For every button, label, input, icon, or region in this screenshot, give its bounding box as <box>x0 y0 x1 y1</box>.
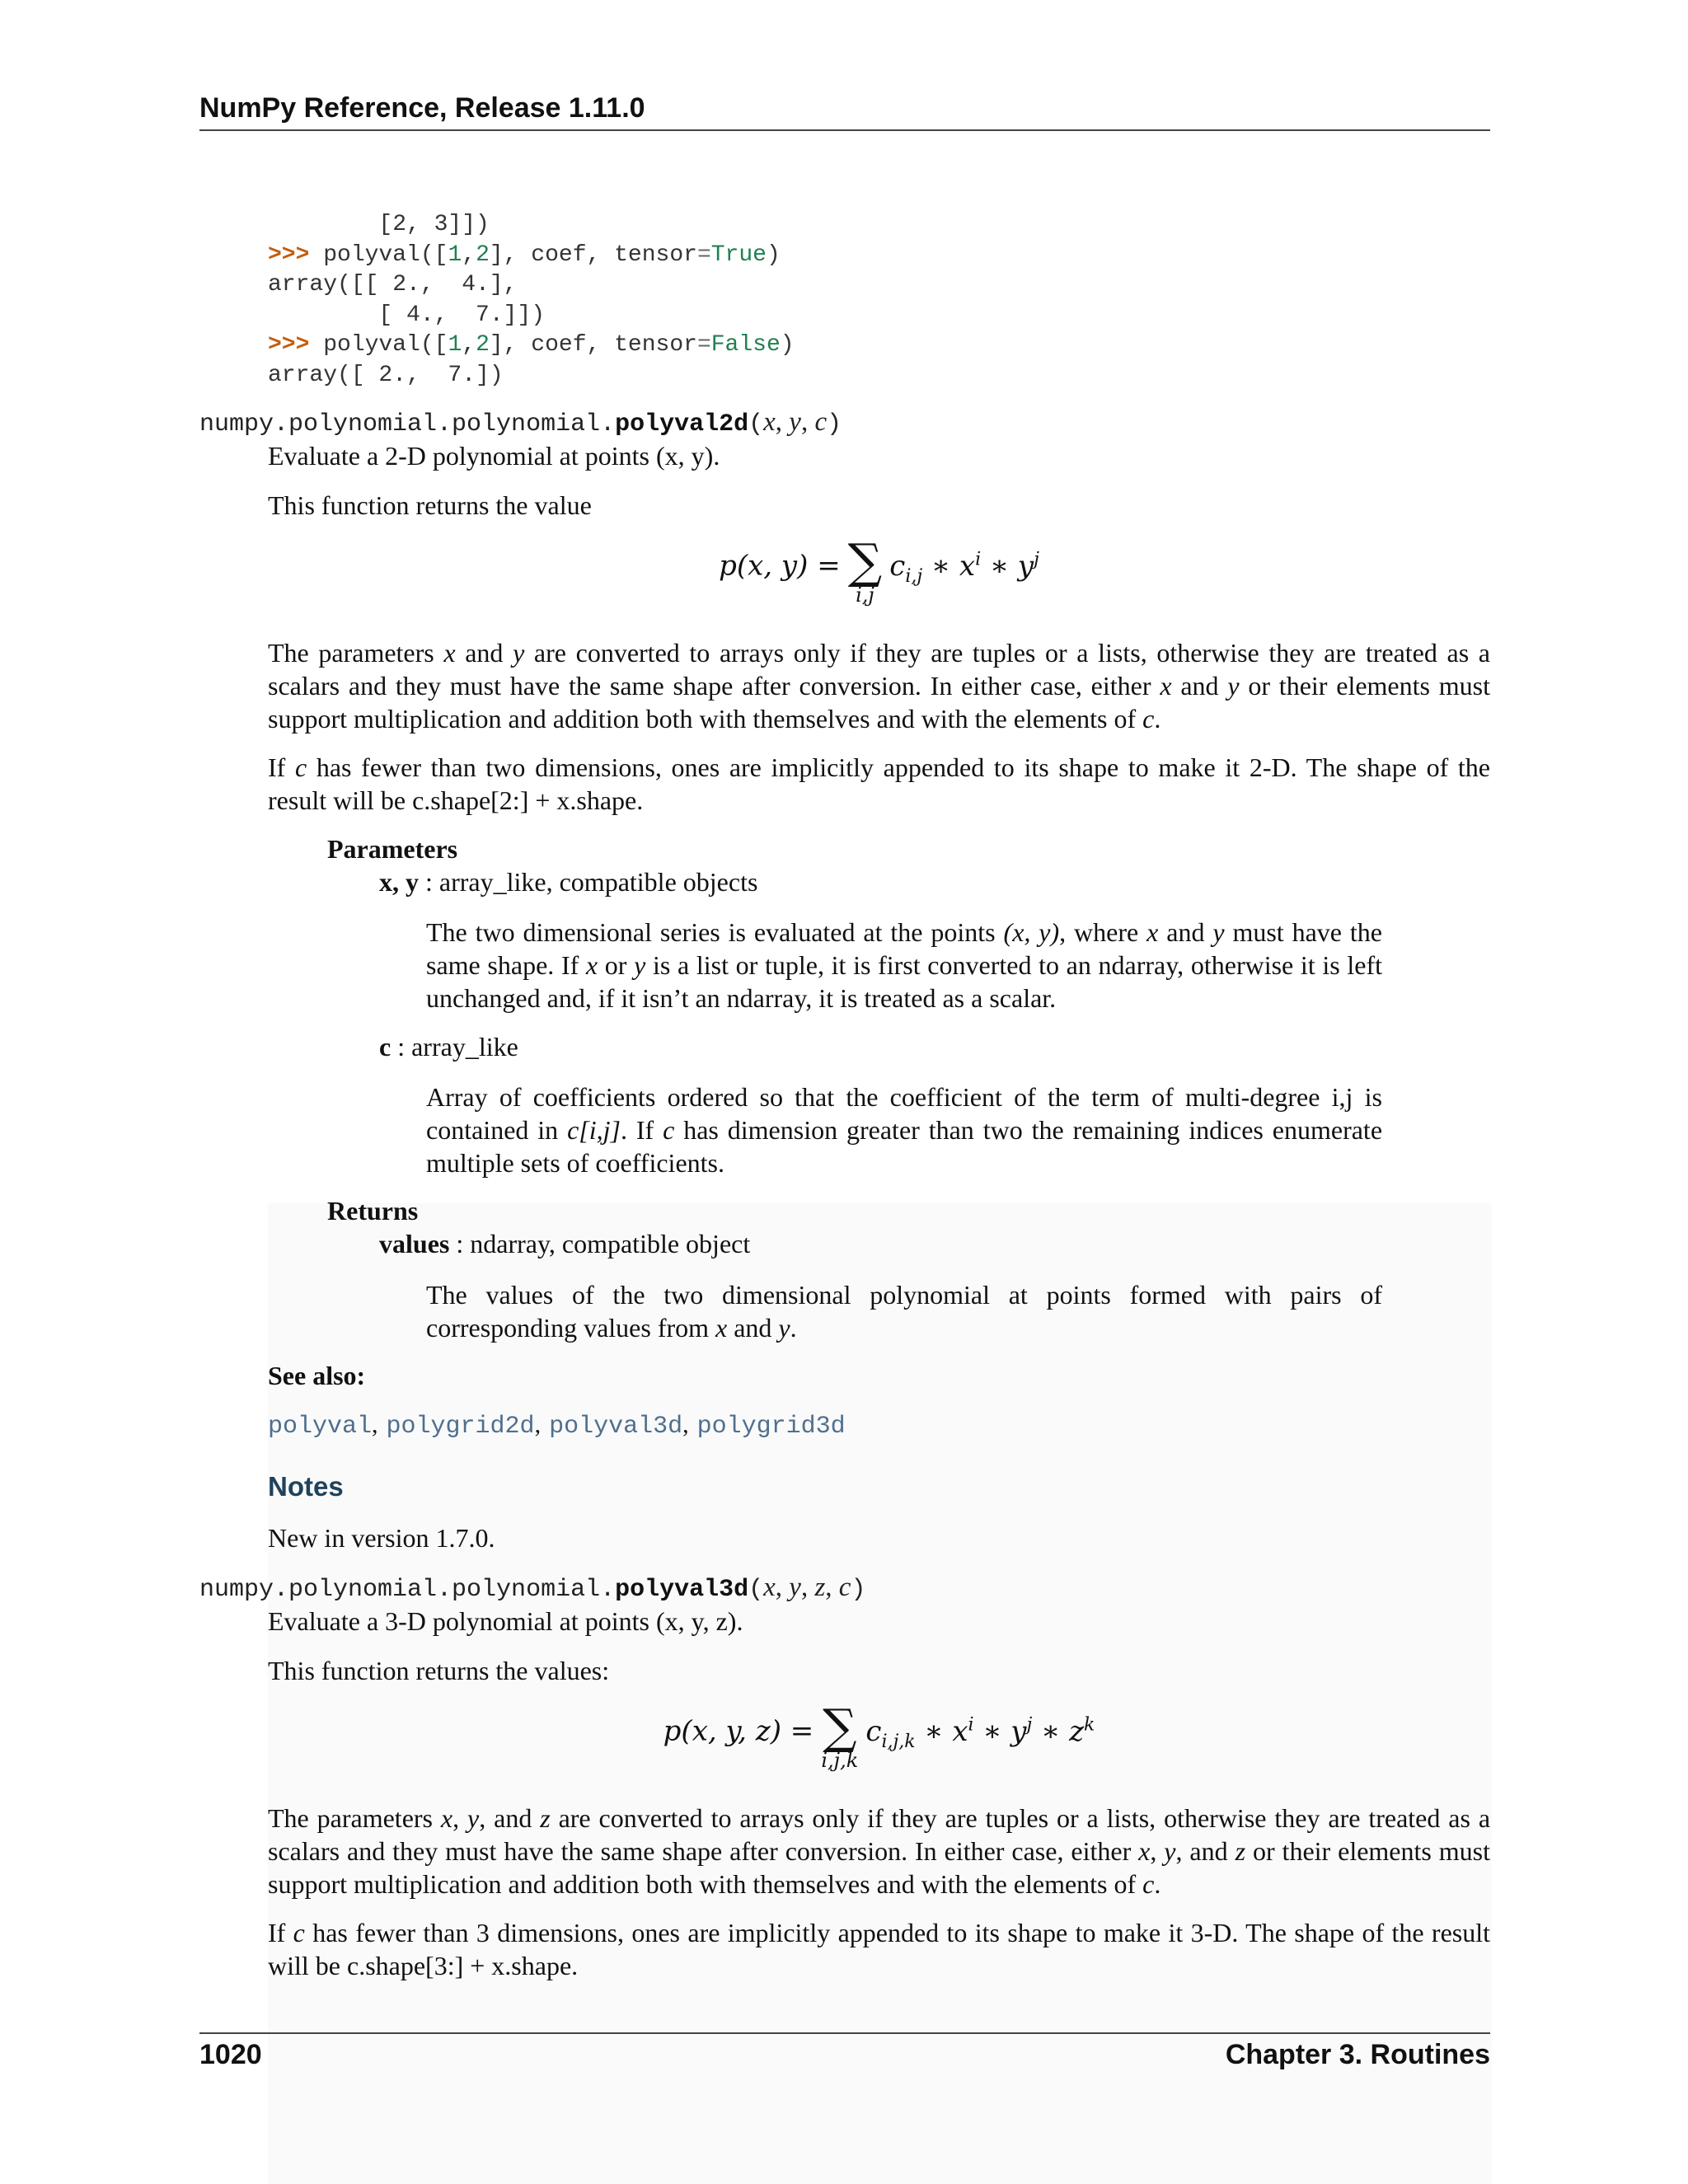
polyval2d-summary: Evaluate a 2-D polynomial at points (x, y). <box>268 441 720 471</box>
link-polyval[interactable]: polyval <box>268 1413 373 1441</box>
page-header: NumPy Reference, Release 1.11.0 <box>199 92 645 124</box>
parameters-label: Parameters <box>327 834 458 864</box>
return-values-description: The values of the two dimensional polynomial at points formed with pairs of corresponding values from x and y. <box>426 1280 1382 1343</box>
param-xy-description: The two dimensional series is evaluated at the points (x, y), where x and y must have the same shape. If x or y is a list or tuple, it is first converted to an ndarray, otherwise it is left unchanged and, if it isn’t an ndarray, it is treated as a scalar. <box>426 917 1383 1013</box>
link-polygrid3d[interactable]: polygrid3d <box>696 1413 846 1441</box>
polyval3d-summary: Evaluate a 3-D polynomial at points (x, y, z). <box>268 1606 743 1636</box>
link-polyval3d[interactable]: polyval3d <box>549 1413 683 1441</box>
polyval3d-paragraph-params: The parameters x, y, and z are converted to arrays only if they are tuples or a lists, otherwise they are treated as a scalars and they must have the same shape after conversion. In either case, either x, y, and z or their elements must support multiplication and addition both with themselves and with the elements of c. <box>268 1803 1491 1899</box>
polyval3d-formula: p(x, y, z) = ∑ i,j,k $c_{i,j,k}$ ∗ $x^i$ ∗ $y^j$ ∗ $z^k$ <box>663 1699 1095 1772</box>
header-rule <box>199 129 1490 131</box>
notes-heading: Notes <box>268 1471 344 1502</box>
param-c-description: Array of coefficients ordered so that the coefficient of the term of multi-degree i,j is contained in c[i,j]. If c has dimension greater than two the remaining indices enumerate multiple sets of coefficients. <box>426 1082 1383 1178</box>
polyval2d-returns-intro: This function returns the value <box>268 490 592 520</box>
polyval2d-paragraph-params: The parameters x and y are converted to arrays only if they are tuples or a lists, otherwise they are treated as a scalars and they must have the same shape after conversion. In either case, either x and y or their elements must support multiplication and addition both with themselves and with the elements of c. <box>268 638 1491 733</box>
footer-rule <box>199 2032 1490 2034</box>
polyval2d-signature: numpy.polynomial.polynomial.polyval2d(x, y, c) <box>199 407 842 438</box>
page-footer <box>199 2039 1490 2071</box>
param-c: c : array_like <box>379 1032 518 1062</box>
param-xy: x, y : array_like, compatible objects <box>379 867 758 897</box>
return-values: values : ndarray, compatible object <box>379 1229 751 1258</box>
chapter-title: Chapter 3. Routines <box>1225 2039 1490 2070</box>
polyval3d-returns-intro: This function returns the values: <box>268 1656 610 1685</box>
notes-text: New in version 1.7.0. <box>268 1523 495 1553</box>
code-example: [2, 3]]) >>> polyval([1,2], coef, tensor=True) array([[ 2., 4.], [ 4., 7.]]) >>> polyval([1,2], coef, tensor=False) array([ 2., 7.]) <box>268 212 795 388</box>
polyval2d-paragraph-shape: If c has fewer than two dimensions, ones are implicitly appended to its shape to make it 2-D. The shape of the result will be c.shape[2:] + x.shape. <box>268 752 1491 815</box>
page-number: 1020 <box>199 2039 262 2070</box>
link-polygrid2d[interactable]: polygrid2d <box>386 1413 535 1441</box>
polyval3d-paragraph-shape: If c has fewer than 3 dimensions, ones are implicitly appended to its shape to make it 3-D. The shape of the result will be c.shape[3:] + x.shape. <box>268 1918 1491 1980</box>
see-also-links: polyval, polygrid2d, polyval3d, polygrid3d <box>268 1411 846 1441</box>
returns-label: Returns <box>327 1196 419 1226</box>
see-also-label: See also: <box>268 1361 366 1390</box>
polyval2d-formula: p(x, y) = ∑ i,j $c_{i,j}$ ∗ $x^i$ ∗ $y^j$ <box>719 533 1039 607</box>
polyval3d-signature: numpy.polynomial.polynomial.polyval3d(x, y, z, c) <box>199 1572 866 1604</box>
background-panel <box>268 1203 1492 2184</box>
